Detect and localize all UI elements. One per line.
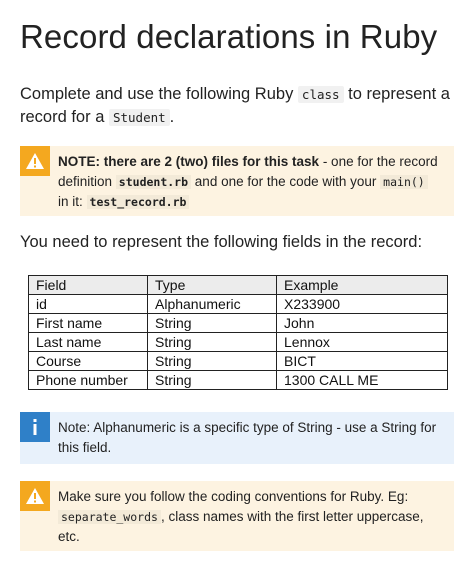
table-cell: First name <box>29 314 148 333</box>
intro-text: Complete and use the following Ruby <box>20 85 298 103</box>
info-text: Note: Alphanumeric is a specific type of String - use a String for this field. <box>58 420 437 455</box>
code-class: class <box>298 86 344 103</box>
conventions-text: Make sure you follow the coding conventions for Ruby. Eg: <box>58 489 409 504</box>
code-separate-words: separate_words <box>58 510 161 524</box>
table-row <box>29 352 448 371</box>
table-cell: String <box>148 371 277 390</box>
table-header-field: Field <box>29 276 148 295</box>
table-row <box>29 295 448 314</box>
intro-text: . <box>169 108 175 126</box>
note-text: in it: <box>58 194 87 209</box>
table-cell: String <box>148 333 277 352</box>
warning-icon <box>20 146 50 176</box>
table-cell: Phone number <box>29 371 148 390</box>
note-text: - one for the record definition <box>58 154 438 189</box>
code-main: main() <box>380 175 428 189</box>
table-cell: String <box>148 352 277 371</box>
conventions-text: , class names with the first letter uppercase, etc. <box>58 509 424 544</box>
table-cell: Alphanumeric <box>148 295 277 314</box>
code-test-record-rb: test_record.rb <box>87 195 190 209</box>
table-cell: Course <box>29 352 148 371</box>
table-row <box>29 371 448 390</box>
table-row <box>29 314 448 333</box>
warning-icon <box>20 481 50 511</box>
info-callout <box>20 412 454 464</box>
code-student-rb: student.rb <box>116 175 191 189</box>
table-cell: id <box>29 295 148 314</box>
fields-table <box>28 275 448 390</box>
conventions-callout <box>20 481 454 551</box>
table-cell: Lennox <box>277 333 448 352</box>
table-header-type: Type <box>148 276 277 295</box>
table-cell: BICT <box>277 352 448 371</box>
table-cell: String <box>148 314 277 333</box>
intro-text: to represent a record for a <box>20 85 450 126</box>
table-cell: 1300 CALL ME <box>277 371 448 390</box>
info-icon <box>20 412 50 442</box>
table-cell: John <box>277 314 448 333</box>
code-student: Student <box>109 109 170 126</box>
fields-lead-text: You need to represent the following fields in the record: <box>20 233 423 251</box>
table-header-example: Example <box>277 276 448 295</box>
note-bold-text: NOTE: there are 2 (two) files for this task <box>58 154 320 169</box>
intro-paragraph <box>20 83 460 129</box>
table-cell: X233900 <box>277 295 448 314</box>
table-header-row <box>29 276 448 295</box>
page-title: Record declarations in Ruby <box>20 18 438 55</box>
note-text: and one for the code with your <box>191 174 381 189</box>
table-cell: Last name <box>29 333 148 352</box>
table-row <box>29 333 448 352</box>
note-callout-files <box>20 146 454 216</box>
